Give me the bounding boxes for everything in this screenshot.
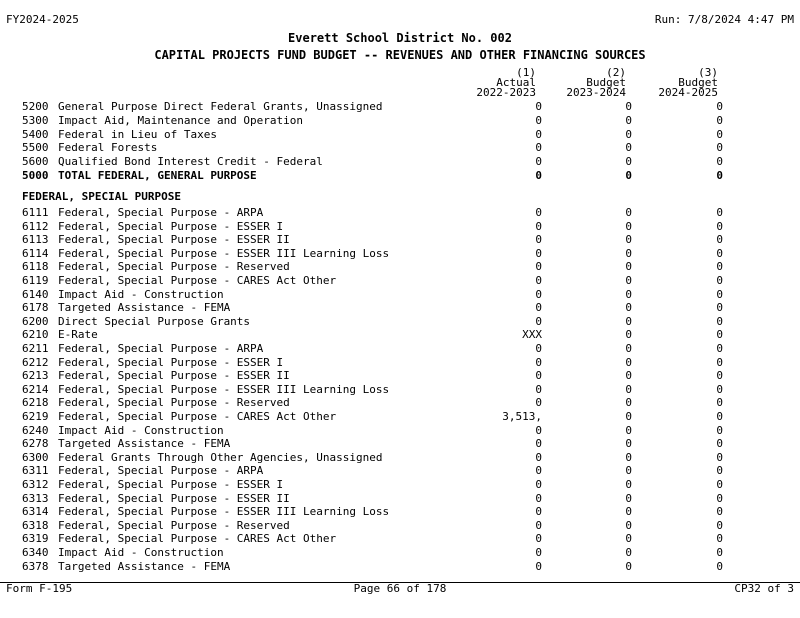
table-row [0,342,800,355]
account-description: Impact Aid - Construction [58,287,224,301]
account-description: Federal, Special Purpose - Reserved [58,260,290,274]
account-description: Targeted Assistance - FEMA [58,559,231,573]
budget-current-value: 0 [716,559,723,573]
col2-label: Budget [586,76,626,89]
account-description: Federal, Special Purpose - ESSER I [58,478,284,491]
table-row [0,155,800,168]
table-row [0,369,800,382]
table-row [0,478,800,491]
actual-value: 0 [535,532,542,546]
budget-current-value: 0 [716,518,723,532]
actual-value: 0 [535,423,542,437]
budget-prior-value: 0 [625,423,632,437]
table-row [0,206,800,219]
table-row [0,128,800,141]
budget-current-value: 0 [716,491,723,505]
account-description: Federal, Special Purpose - ARPA [58,342,264,355]
total-description: TOTAL FEDERAL, GENERAL PURPOSE [58,169,257,182]
account-code: 6210 [22,328,49,342]
actual-value: XXX [522,328,542,342]
account-code: 6278 [22,437,49,451]
total-actual-value: 0 [535,169,542,182]
actual-value: 0 [535,274,542,287]
budget-current-value: 0 [716,328,723,342]
report-title: CAPITAL PROJECTS FUND BUDGET -- REVENUES AND OTHER FINANCING SOURCES [154,48,646,62]
actual-value: 0 [535,396,542,410]
budget-current-value: 0 [716,301,723,315]
budget-current-value: 0 [716,114,723,127]
account-code: 6118 [22,260,49,274]
account-description: Federal Forests [58,141,158,154]
table-row [0,505,800,518]
total-row [0,169,800,182]
actual-value: 0 [535,342,542,355]
actual-value: 0 [535,546,542,559]
budget-prior-value: 0 [625,464,632,478]
budget-current-value: 0 [716,410,723,423]
budget-prior-value: 0 [625,450,632,464]
table-row [0,424,800,437]
account-code: 6212 [22,355,49,369]
budget-current-value: 0 [716,128,723,141]
account-code: 6311 [22,464,49,478]
actual-value: 0 [535,450,542,464]
account-description: Impact Aid - Construction [58,546,224,559]
account-code: 6200 [22,314,49,328]
budget-prior-value: 0 [625,246,632,260]
account-description: Federal, Special Purpose - CARES Act Other [58,532,337,546]
budget-prior-value: 0 [625,369,632,383]
account-description: Federal, Special Purpose - ARPA [58,464,264,478]
budget-prior-value: 0 [625,219,632,233]
table-row [0,260,800,273]
actual-value: 0 [535,478,542,491]
actual-value: 0 [535,260,542,274]
account-description: Federal, Special Purpose - ESSER II [58,369,290,383]
page-number: Page 66 of 178 [353,582,447,595]
actual-value: 0 [535,559,542,573]
budget-prior-value: 0 [625,410,632,423]
account-code: 6300 [22,450,49,464]
account-code: 6313 [22,491,49,505]
actual-value: 0 [535,128,542,141]
budget-current-value: 0 [716,100,723,113]
account-code: 6240 [22,423,49,437]
report-code: CP32 of 3 [734,582,794,595]
account-description: General Purpose Direct Federal Grants, Unassigned [58,100,383,113]
col3-period: 2024-2025 [658,86,718,99]
budget-prior-value: 0 [625,342,632,355]
actual-value: 0 [535,246,542,260]
budget-prior-value: 0 [625,491,632,505]
table-row [0,464,800,477]
budget-prior-value: 0 [625,128,632,141]
table-row [0,301,800,314]
budget-prior-value: 0 [625,233,632,247]
account-code: 5400 [22,128,49,141]
form-number: Form F-195 [6,582,73,595]
account-code: 6214 [22,382,49,396]
actual-value: 0 [535,141,542,154]
budget-current-value: 0 [716,532,723,546]
account-description: Qualified Bond Interest Credit - Federal [58,155,323,168]
account-description: Federal, Special Purpose - ESSER III Learning Loss [58,505,390,519]
budget-prior-value: 0 [625,301,632,315]
account-code: 6340 [22,546,49,559]
budget-current-value: 0 [716,355,723,369]
account-code: 5500 [22,141,49,154]
account-code: 6112 [22,219,49,233]
account-description: E-Rate [58,328,98,342]
actual-value: 0 [535,437,542,451]
account-code: 6119 [22,274,49,287]
col2-period: 2023-2024 [566,86,626,99]
budget-prior-value: 0 [625,155,632,168]
budget-current-value: 0 [716,423,723,437]
budget-prior-value: 0 [625,396,632,410]
table-row [0,288,800,301]
table-row [0,141,800,154]
budget-prior-value: 0 [625,314,632,328]
table-row [0,492,800,505]
account-code: 6111 [22,206,49,219]
account-code: 5600 [22,155,49,168]
budget-current-value: 0 [716,206,723,219]
table-row [0,519,800,532]
actual-value: 0 [535,114,542,127]
budget-prior-value: 0 [625,274,632,287]
budget-current-value: 0 [716,382,723,396]
budget-prior-value: 0 [625,437,632,451]
budget-prior-value: 0 [625,114,632,127]
account-code: 6319 [22,532,49,546]
budget-current-value: 0 [716,396,723,410]
budget-prior-value: 0 [625,355,632,369]
account-code: 6318 [22,518,49,532]
table-row [0,114,800,127]
account-description: Impact Aid, Maintenance and Operation [58,114,304,127]
budget-prior-value: 0 [625,532,632,546]
actual-value: 0 [535,369,542,383]
budget-current-value: 0 [716,450,723,464]
col1-number: (1) [516,66,536,79]
budget-current-value: 0 [716,505,723,519]
budget-prior-value: 0 [625,206,632,219]
table-row [0,315,800,328]
table-row [0,546,800,559]
budget-current-value: 0 [716,342,723,355]
col3-label: Budget [678,76,718,89]
budget-current-value: 0 [716,478,723,491]
account-code: 5000 [22,169,49,182]
budget-current-value: 0 [716,141,723,154]
account-code: 5300 [22,114,49,127]
table-row [0,356,800,369]
budget-prior-value: 0 [625,260,632,274]
budget-current-value: 0 [716,219,723,233]
account-code: 6219 [22,410,49,423]
col1-period: 2022-2023 [476,86,536,99]
account-description: Federal, Special Purpose - ESSER II [58,233,290,247]
account-description: Targeted Assistance - FEMA [58,301,231,315]
table-row [0,247,800,260]
actual-value: 0 [535,355,542,369]
budget-prior-value: 0 [625,100,632,113]
account-code: 6114 [22,246,49,260]
account-description: Federal, Special Purpose - ESSER I [58,355,284,369]
col1-label: Actual [496,76,536,89]
account-code: 6140 [22,287,49,301]
total-budget-current-value: 0 [716,169,723,182]
budget-current-value: 0 [716,437,723,451]
actual-value: 0 [535,505,542,519]
table-row [0,383,800,396]
actual-value: 0 [535,518,542,532]
account-description: Federal, Special Purpose - ESSER III Learning Loss [58,246,390,260]
table-row [0,100,800,113]
budget-prior-value: 0 [625,559,632,573]
account-code: 6211 [22,342,49,355]
account-description: Federal, Special Purpose - Reserved [58,396,290,410]
table-row [0,233,800,246]
budget-current-value: 0 [716,314,723,328]
account-code: 6178 [22,301,49,315]
table-row [0,396,800,409]
account-code: 6314 [22,505,49,519]
account-code: 6218 [22,396,49,410]
budget-prior-value: 0 [625,546,632,559]
budget-prior-value: 0 [625,328,632,342]
table-row [0,437,800,450]
account-code: 5200 [22,100,49,113]
budget-current-value: 0 [716,260,723,274]
account-description: Targeted Assistance - FEMA [58,437,231,451]
actual-value: 0 [535,382,542,396]
actual-value: 3,513, [502,410,542,423]
district-name: Everett School District No. 002 [288,31,512,45]
section-heading: FEDERAL, SPECIAL PURPOSE [22,190,181,203]
budget-prior-value: 0 [625,478,632,491]
table-row [0,410,800,423]
budget-current-value: 0 [716,274,723,287]
account-code: 6213 [22,369,49,383]
budget-current-value: 0 [716,287,723,301]
table-row [0,328,800,341]
actual-value: 0 [535,219,542,233]
budget-current-value: 0 [716,155,723,168]
actual-value: 0 [535,287,542,301]
actual-value: 0 [535,491,542,505]
actual-value: 0 [535,206,542,219]
account-description: Direct Special Purpose Grants [58,314,251,328]
actual-value: 0 [535,100,542,113]
actual-value: 0 [535,464,542,478]
total-budget-prior-value: 0 [625,169,632,182]
account-description: Federal, Special Purpose - ESSER II [58,491,290,505]
account-description: Federal, Special Purpose - ESSER III Learning Loss [58,382,390,396]
budget-prior-value: 0 [625,518,632,532]
account-description: Federal Grants Through Other Agencies, Unassigned [58,450,383,464]
col3-number: (3) [698,66,718,79]
account-description: Federal, Special Purpose - Reserved [58,518,290,532]
budget-current-value: 0 [716,369,723,383]
col2-number: (2) [606,66,626,79]
account-description: Impact Aid - Construction [58,423,224,437]
account-code: 6113 [22,233,49,247]
account-code: 6312 [22,478,49,491]
actual-value: 0 [535,314,542,328]
table-row [0,532,800,545]
account-description: Federal, Special Purpose - CARES Act Other [58,410,337,423]
budget-current-value: 0 [716,233,723,247]
account-description: Federal in Lieu of Taxes [58,128,217,141]
fiscal-year: FY2024-2025 [6,13,79,26]
budget-prior-value: 0 [625,141,632,154]
account-description: Federal, Special Purpose - ESSER I [58,219,284,233]
budget-current-value: 0 [716,546,723,559]
account-description: Federal, Special Purpose - ARPA [58,206,264,219]
budget-prior-value: 0 [625,382,632,396]
actual-value: 0 [535,301,542,315]
actual-value: 0 [535,155,542,168]
table-row [0,274,800,287]
table-row [0,451,800,464]
table-row [0,220,800,233]
run-stamp: Run: 7/8/2024 4:47 PM [654,13,794,26]
budget-prior-value: 0 [625,287,632,301]
actual-value: 0 [535,233,542,247]
budget-current-value: 0 [716,464,723,478]
account-description: Federal, Special Purpose - CARES Act Other [58,274,337,287]
account-code: 6378 [22,559,49,573]
table-row [0,560,800,573]
budget-current-value: 0 [716,246,723,260]
budget-prior-value: 0 [625,505,632,519]
